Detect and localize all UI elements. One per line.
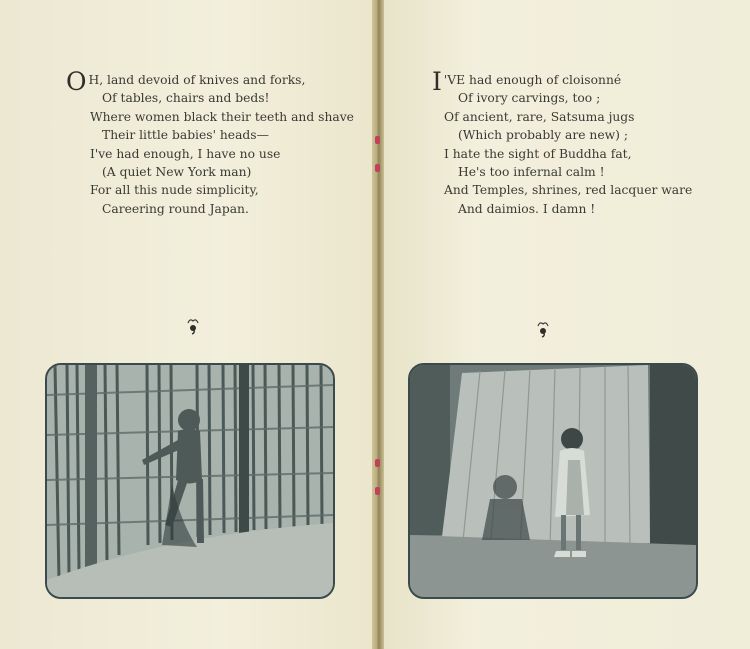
verse-line: He's too infernal calm ! (458, 165, 605, 180)
verse-line: For all this nude simplicity, (90, 183, 259, 198)
drop-cap: I (432, 67, 442, 96)
verse-line: Of tables, chairs and beds! (102, 91, 270, 106)
binding-thread (375, 459, 380, 467)
right-verse (432, 67, 693, 218)
ornament-icon (536, 320, 550, 338)
verse-line: And Temples, shrines, red lacquer ware (444, 183, 693, 198)
verse-line-first: O H, land devoid of knives and forks, (66, 67, 306, 96)
drop-cap: O (66, 67, 87, 96)
verse-line: Their little babies' heads— (102, 128, 269, 143)
verse-line: (A quiet New York man) (102, 165, 252, 180)
book-spine (372, 0, 384, 649)
verse-line: And daimios. I damn ! (458, 201, 596, 216)
binding-thread (375, 136, 380, 144)
binding-thread (375, 164, 380, 172)
verse-line-first: I 'VE had enough of cloisonné (432, 67, 622, 96)
verse-line: Careering round Japan. (102, 201, 249, 216)
binding-thread (375, 487, 380, 495)
verse-line: (Which probably are new) ; (458, 128, 628, 143)
photo-child-straw-screen (408, 363, 698, 599)
verse-line: I've had enough, I have no use (90, 146, 281, 161)
verse-line: Where women black their teeth and shave (90, 109, 354, 124)
ornament-icon (186, 317, 200, 335)
photo-child-bamboo-fence (45, 363, 335, 599)
verse-line: Of ancient, rare, Satsuma jugs (444, 109, 635, 124)
verse-line: Of ivory carvings, too ; (458, 91, 601, 106)
verse-line: I hate the sight of Buddha fat, (444, 146, 632, 161)
photo-child-bamboo-fence-icon (47, 365, 333, 597)
photo-child-straw-screen-icon (410, 365, 696, 597)
left-verse (66, 67, 354, 218)
